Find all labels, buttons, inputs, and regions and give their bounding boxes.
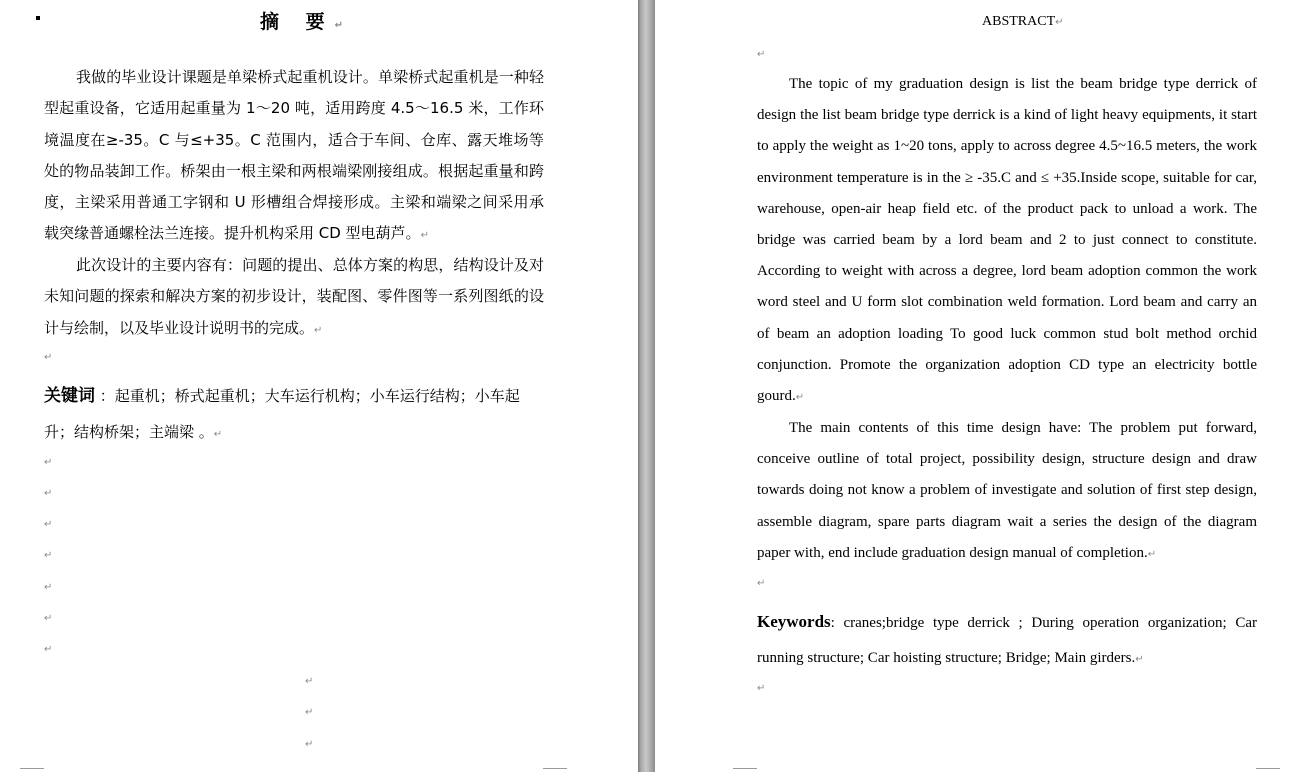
english-abstract-paragraph-2 [757, 413, 1257, 570]
page-corner-mark [543, 768, 567, 769]
english-keywords [757, 604, 1257, 677]
english-abstract-title-text: ABSTRACT [982, 14, 1056, 29]
paragraph-mark-icon: ↵ [44, 644, 53, 655]
paragraph-mark-icon: ↵ [795, 392, 805, 404]
english-keywords-text: : cranes;bridge type derrick ; During operation organization; Car running structure; Car hoisting structure; Bridge; Main girders. [757, 615, 1257, 666]
chinese-keywords-text: ：起重机；桥式起重机；大车运行机构；小车运行结构；小车起升；结构桥架；主端梁 。 [44, 387, 520, 441]
paragraph-mark-icon: ↵ [44, 519, 53, 530]
page-corner-mark [1256, 768, 1280, 769]
chinese-abstract-paragraph-1 [44, 62, 544, 252]
chinese-abstract-paragraph-2-text: 此次设计的主要内容有：问题的提出、总体方案的构思，结构设计及对未知问题的探索和解决方案的初步设计，装配图、零件图等一系列图纸的设计与绘制，以及毕业设计说明书的完成。 [44, 256, 544, 337]
page-corner-mark [733, 768, 757, 769]
paragraph-mark-icon: ↵ [420, 230, 429, 242]
paragraph-mark-icon: ↵ [757, 683, 766, 694]
chinese-abstract-paragraph-2 [44, 250, 544, 346]
page-gutter [638, 0, 655, 772]
page-corner-mark [20, 768, 44, 769]
chinese-abstract-paragraph-1-text: 我做的毕业设计课题是单梁桥式起重机设计。单梁桥式起重机是一种轻型起重设备，它适用起重量为 1～20 吨，适用跨度 4.5～16.5 米，工作环境温度在≥-35。C 与≤+35。C 范围内，适合于车间、仓库、露天堆场等处的物品装卸工作。桥架由一根主梁和两根端梁刚接组成。根据起重量和跨度，主梁采用普通工字钢和 U 形槽组合焊接形成。主梁和端梁之间采用承载突缘普通螺栓法兰连接。提升机构采用 CD 型电葫芦。 [44, 68, 544, 243]
english-abstract-paragraph-2-text: The main contents of this time design have: The problem put forward, conceive outline of total project, possibility design, structure design and draw towards doing not know a problem of investigate and solution of first step design, assemble diagram, spare parts diagram wait a series the design of the diagram paper with, end include graduation design manual of completion. [757, 420, 1257, 561]
paragraph-mark-icon: ↵ [757, 578, 766, 589]
paragraph-mark-icon: ↵ [334, 20, 354, 31]
chinese-abstract-title-text: 摘 要 [260, 11, 335, 33]
paragraph-mark-icon: ↵ [314, 324, 323, 336]
english-abstract-paragraph-1 [757, 69, 1257, 413]
paragraph-mark-icon: ↵ [44, 613, 53, 624]
paragraph-mark-icon: ↵ [44, 457, 53, 468]
paragraph-mark-icon: ↵ [44, 582, 53, 593]
english-abstract-paragraph-1-text: The topic of my graduation design is list the beam bridge type derrick of design the list beam bridge type derrick is a kind of light heavy equipments, it start to apply the weight as 1~20 tons, apply to across degree 4.5~16.5 meters, the work environment temperature is in the ≥ -35.C and ≤ +35.Inside scope, suitable for car, warehouse, open-air heap field etc. of the product pack to unload a work. The bridge was carried beam by a lord beam and 2 to just connect to constitute. According to weight with across a degree, lord beam adoption common the work word steel and U form slot combination weld formation. Lord beam and carry an of beam an adoption loading To good luck common stud bolt method orchid conjunction. Promote the organization adoption CD type an electricity bottle gourd. [757, 76, 1257, 405]
chinese-keywords-label: 关键词 [44, 386, 95, 406]
paragraph-mark-icon: ↵ [757, 49, 766, 60]
paragraph-mark-icon: ↵ [305, 739, 314, 750]
english-abstract-title [982, 14, 1064, 30]
paragraph-mark-icon: ↵ [305, 676, 314, 687]
paragraph-mark-icon: ↵ [44, 352, 53, 363]
english-keywords-label: Keywords [757, 612, 831, 631]
paragraph-mark-icon: ↵ [1135, 654, 1144, 665]
paragraph-mark-icon: ↵ [305, 707, 314, 718]
bullet-marker [36, 16, 40, 20]
paragraph-mark-icon: ↵ [213, 429, 223, 440]
paragraph-mark-icon: ↵ [44, 488, 53, 499]
paragraph-mark-icon: ↵ [1055, 17, 1064, 28]
chinese-keywords [44, 378, 544, 453]
paragraph-mark-icon: ↵ [1147, 548, 1157, 560]
chinese-abstract-title [260, 7, 353, 34]
paragraph-mark-icon: ↵ [44, 550, 53, 561]
